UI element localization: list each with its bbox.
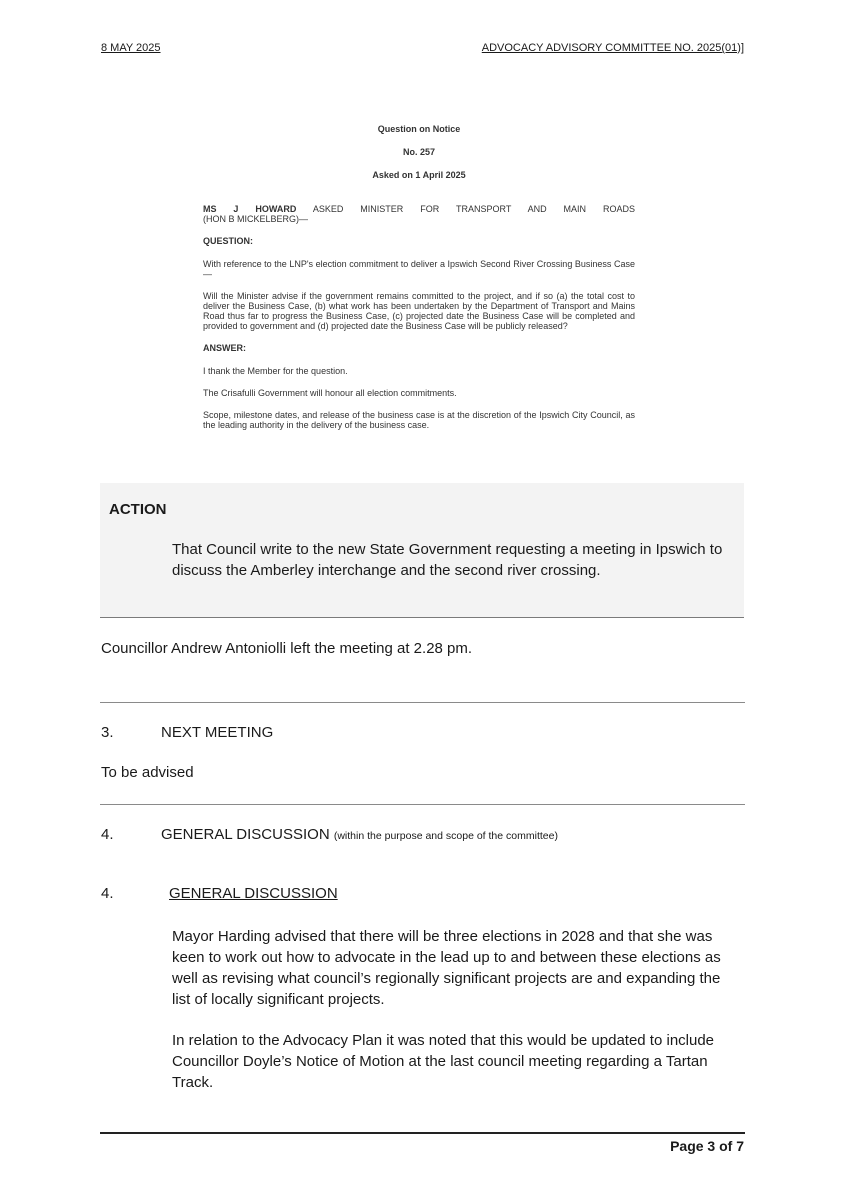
general-discussion-title: GENERAL DISCUSSION bbox=[161, 826, 330, 843]
qon-answer-1: I thank the Member for the question. bbox=[203, 366, 348, 376]
qon-answer-3: Scope, milestone dates, and release of the business case is at the discretion of the Ipswich City Council, as the leading authority in the delivery of the business case. bbox=[203, 410, 635, 430]
header-date: 8 MAY 2025 bbox=[101, 42, 161, 54]
qon-title: Question on Notice bbox=[377, 124, 461, 134]
divider bbox=[100, 804, 745, 805]
question-on-notice-image bbox=[203, 124, 635, 430]
qon-asker-name: MS J HOWARD bbox=[203, 204, 297, 214]
qon-answer-2: The Crisafulli Government will honour all election commitments. bbox=[203, 388, 457, 398]
action-text: That Council write to the new State Government requesting a meeting in Ipswich to discuss the Amberley interchange and the second river crossing. bbox=[172, 541, 723, 579]
qon-question-intro: With reference to the LNP's election commitment to deliver a Ipswich Second River Crossing Business Case— bbox=[203, 259, 635, 279]
footer-rule bbox=[100, 1132, 745, 1134]
qon-asked-on: Asked on 1 April 2025 bbox=[372, 170, 466, 180]
departure-note: Councillor Andrew Antoniolli left the meeting at 2.28 pm. bbox=[101, 640, 473, 657]
gd-paragraph-1: Mayor Harding advised that there will be three elections in 2028 and that she was keen to work out how to advocate in the lead up to and between these elections as well as revising what council’s regionally significant projects are and expanding the list of locally significant projects. bbox=[172, 928, 721, 1008]
qon-question-label: QUESTION: bbox=[203, 236, 254, 246]
page-number: Page 3 of 7 bbox=[670, 1138, 744, 1154]
general-discussion-heading bbox=[161, 826, 558, 843]
general-discussion-number: 4. bbox=[101, 826, 114, 843]
action-box bbox=[100, 483, 744, 618]
qon-asker-line1 bbox=[203, 204, 635, 214]
next-meeting-heading: NEXT MEETING bbox=[161, 724, 274, 741]
next-meeting-number: 3. bbox=[101, 724, 114, 741]
gd-paragraph-2: In relation to the Advocacy Plan it was noted that this would be updated to include Councillor Doyle’s Notice of Motion at the last council meeting regarding a Tartan Track. bbox=[172, 1032, 715, 1091]
gd-detail-number: 4. bbox=[101, 885, 114, 902]
general-discussion-scope: (within the purpose and scope of the committee) bbox=[333, 830, 558, 842]
action-title: ACTION bbox=[109, 501, 167, 518]
qon-asker-rest: ASKED MINISTER FOR TRANSPORT AND MAIN ROADS bbox=[312, 204, 635, 214]
qon-answer-label: ANSWER: bbox=[203, 343, 246, 353]
divider bbox=[100, 702, 745, 703]
next-meeting-text: To be advised bbox=[101, 764, 194, 781]
qon-asker-line2: (HON B MICKELBERG)— bbox=[203, 214, 309, 224]
qon-number: No. 257 bbox=[402, 147, 435, 157]
gd-detail-heading: GENERAL DISCUSSION bbox=[169, 885, 338, 902]
header-committee: ADVOCACY ADVISORY COMMITTEE NO. 2025(01)] bbox=[481, 42, 744, 54]
qon-question-body: Will the Minister advise if the government remains committed to the project, and if so (a) the total cost to deliver the Business Case, (b) what work has been undertaken by the Department of Transport and Mains Road thus far to progress the Business Case, (c) projected date the Business Case will be completed and provided to government and (d) projected date the Business Case will be publicly released? bbox=[203, 291, 635, 331]
